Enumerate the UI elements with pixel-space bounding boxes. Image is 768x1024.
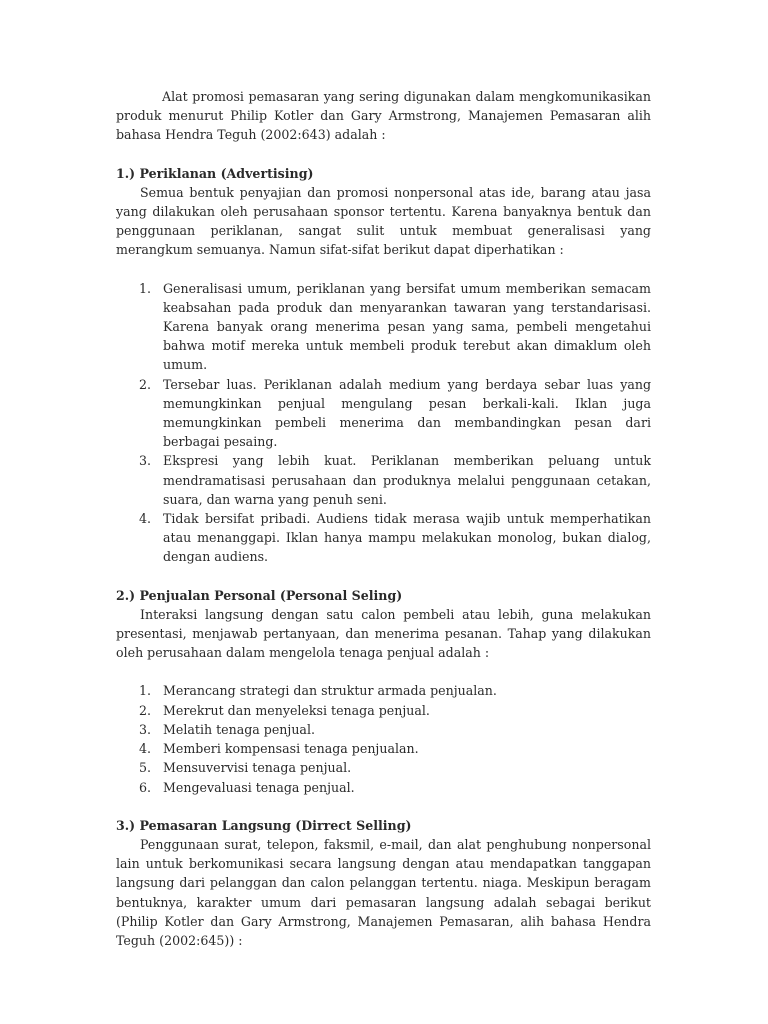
list-number: 2. (139, 376, 152, 392)
section-heading-periklanan: 1.) Periklanan (Advertising) (116, 165, 314, 181)
list-item (116, 758, 651, 777)
penjualan-personal-list (116, 681, 651, 796)
section-heading-pemasaran-langsung: 3.) Pemasaran Langsung (Dirrect Selling) (116, 817, 412, 833)
list-number: 1. (139, 280, 152, 296)
list-number: 3. (139, 453, 152, 469)
list-item (116, 720, 651, 739)
list-text: Ekspresi yang lebih kuat. Periklanan memberikan peluang untuk mendramatisasi perusahaan dan produknya melalui penggunaan cetakan, suara, dan warna yang penuh seni. (163, 453, 651, 507)
spacer (116, 567, 651, 586)
list-text: Melatih tenaga penjual. (163, 721, 315, 737)
list-number: 1. (139, 683, 152, 699)
list-text: Tersebar luas. Periklanan adalah medium yang berdaya sebar luas yang memungkinkan penjual mengulang pesan berkali-kali. Iklan juga memungkinkan pembeli menerima dan membandingkan pesan dari berbagai pesaing. (163, 376, 651, 450)
list-item (116, 279, 651, 375)
list-text: Generalisasi umum, periklanan yang bersifat umum memberikan semacam keabsahan pada produk dan menyarankan tawaran yang terstandarisasi. Karena banyak orang menerima pesan yang sama, pembeli mengetahui bahwa motif mereka untuk membeli produk terebut akan dimaklum oleh umum. (163, 280, 651, 373)
spacer (116, 797, 651, 816)
section-body-penjualan-personal: Interaksi langsung dengan satu calon pembeli atau lebih, guna melakukan presentasi, menjawab pertanyaan, dan menerima pesanan. Tahap yang dilakukan oleh perusahaan dalam mengelola tenaga penjual adalah : (116, 606, 651, 661)
list-item (116, 509, 651, 567)
spacer (116, 260, 651, 279)
spacer (116, 662, 651, 681)
list-number: 6. (139, 779, 152, 795)
list-text: Memberi kompensasi tenaga penjualan. (163, 741, 419, 757)
spacer (116, 145, 651, 164)
section-body-pemasaran-langsung: Penggunaan surat, telepon, faksmil, e-mail, dan alat penghubung nonpersonal lain untuk berkomunikasi secara langsung dengan atau mendapatkan tanggapan langsung dari pelanggan dan calon pelanggan tertentu. niaga. Meskipun beragam bentuknya, karakter umum dari pemasaran langsung adalah sebagai berikut (Philip Kotler dan Gary Armstrong, Manajemen Pemasaran, alih bahasa Hendra Teguh (2002:645)) : (116, 836, 651, 948)
list-number: 2. (139, 702, 152, 718)
list-text: Tidak bersifat pribadi. Audiens tidak merasa wajib untuk memperhatikan atau menanggapi. Iklan hanya mampu melakukan monolog, bukan dialog, dengan audiens. (163, 511, 651, 565)
intro-paragraph: Alat promosi pemasaran yang sering digunakan dalam mengkomunikasikan produk menurut Philip Kotler dan Gary Armstrong, Manajemen Pemasaran alih bahasa Hendra Teguh (2002:643) adalah : (116, 89, 651, 143)
list-item (116, 451, 651, 509)
document-page (116, 87, 651, 950)
list-item (116, 701, 651, 720)
list-number: 4. (139, 741, 152, 757)
list-number: 5. (139, 760, 152, 776)
section-body-periklanan: Semua bentuk penyajian dan promosi nonpersonal atas ide, barang atau jasa yang dilakukan oleh perusahaan sponsor tertentu. Karena banyaknya bentuk dan penggunaan periklanan, sangat sulit untuk membuat generalisasi yang merangkum semuanya. Namun sifat-sifat berikut dapat diperhatikan : (116, 184, 651, 258)
list-item (116, 778, 651, 797)
list-text: Mensuvervisi tenaga penjual. (163, 760, 352, 776)
list-item (116, 739, 651, 758)
list-text: Mengevaluasi tenaga penjual. (163, 779, 355, 795)
list-item (116, 681, 651, 700)
list-item (116, 375, 651, 452)
list-number: 3. (139, 721, 152, 737)
list-text: Merancang strategi dan struktur armada penjualan. (163, 683, 497, 699)
periklanan-list (116, 279, 651, 567)
list-number: 4. (139, 511, 152, 527)
section-heading-penjualan-personal: 2.) Penjualan Personal (Personal Seling) (116, 587, 403, 603)
list-text: Merekrut dan menyeleksi tenaga penjual. (163, 702, 430, 718)
